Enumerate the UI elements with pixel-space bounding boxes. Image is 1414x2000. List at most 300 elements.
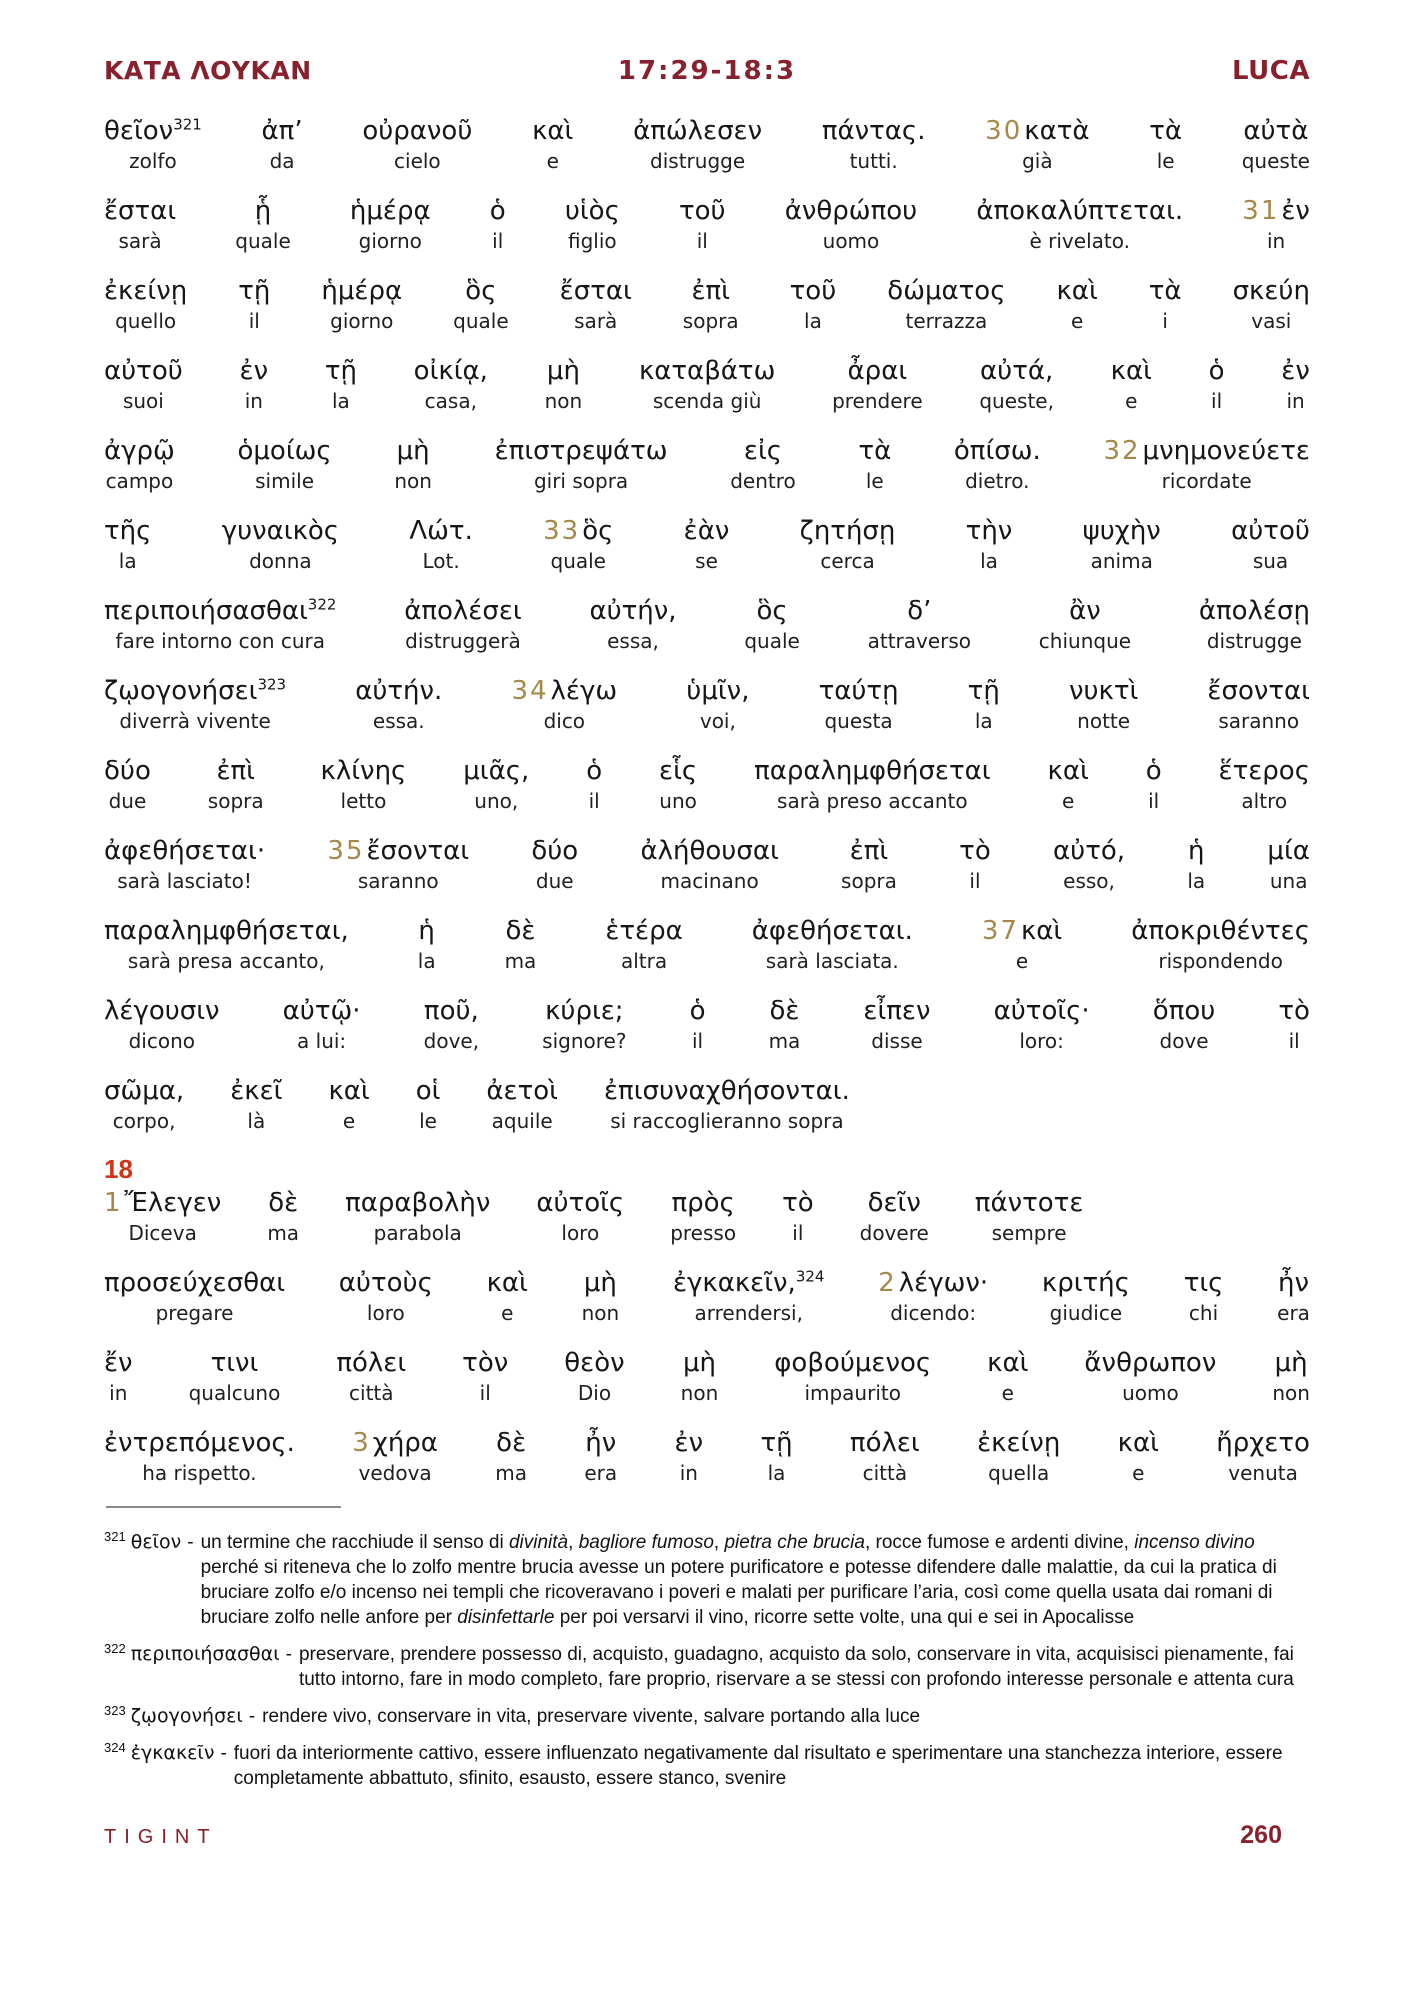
italian-gloss: in bbox=[109, 1381, 128, 1405]
italian-gloss: uomo bbox=[822, 229, 880, 253]
greek-text: ἄνθρωπον bbox=[1084, 1348, 1217, 1378]
italian-gloss: a lui: bbox=[297, 1029, 347, 1053]
italian-gloss: il bbox=[792, 1221, 804, 1245]
greek-word bbox=[564, 1346, 624, 1380]
greek-text: καὶ bbox=[1047, 756, 1089, 786]
word-unit bbox=[1209, 354, 1225, 414]
word-unit bbox=[1272, 1346, 1310, 1406]
word-unit bbox=[966, 514, 1013, 574]
word-unit bbox=[640, 834, 778, 894]
word-unit bbox=[487, 1266, 528, 1326]
greek-text: ἔσται bbox=[559, 276, 632, 306]
greek-text: παραβολὴν bbox=[345, 1188, 491, 1218]
italian-gloss: la bbox=[1187, 869, 1206, 893]
greek-word bbox=[222, 514, 339, 548]
italian-gloss: chiunque bbox=[1038, 629, 1132, 653]
word-unit bbox=[104, 1074, 184, 1134]
greek-word bbox=[104, 1186, 221, 1220]
verse-number: 2 bbox=[878, 1268, 897, 1298]
italian-gloss: essa, bbox=[607, 629, 659, 653]
italian-gloss: sua bbox=[1252, 549, 1289, 573]
italian-gloss: giorno bbox=[358, 229, 422, 253]
greek-text: ἔσται bbox=[104, 196, 177, 226]
word-unit bbox=[1184, 1266, 1224, 1326]
greek-word bbox=[887, 274, 1005, 308]
greek-text: οἰκίᾳ, bbox=[413, 356, 488, 386]
word-unit bbox=[1149, 274, 1182, 334]
footnote-text bbox=[262, 1704, 1310, 1729]
greek-text: λέγουσιν bbox=[104, 996, 220, 1026]
word-unit bbox=[104, 1266, 285, 1326]
word-unit bbox=[769, 994, 801, 1054]
italian-gloss: una bbox=[1269, 869, 1308, 893]
greek-text: ψυχὴν bbox=[1082, 516, 1161, 546]
greek-text: ὑμῖν, bbox=[686, 676, 750, 706]
greek-text: ἦν bbox=[1278, 1268, 1310, 1298]
greek-word bbox=[104, 994, 220, 1028]
word-unit bbox=[878, 1266, 988, 1326]
greek-word bbox=[754, 754, 991, 788]
greek-word bbox=[1146, 754, 1162, 788]
word-unit bbox=[409, 514, 472, 574]
footnote-text-segment: , bbox=[568, 1532, 579, 1553]
word-unit bbox=[536, 1186, 624, 1246]
greek-text: κλίνης bbox=[320, 756, 407, 786]
word-unit bbox=[1056, 274, 1097, 334]
verse-number: 30 bbox=[985, 116, 1023, 146]
greek-word bbox=[848, 354, 908, 388]
italian-gloss: dicendo: bbox=[890, 1301, 977, 1325]
greek-word bbox=[283, 994, 361, 1028]
italian-gloss: la bbox=[417, 949, 436, 973]
word-unit bbox=[1084, 1346, 1216, 1406]
greek-word bbox=[104, 114, 202, 148]
footnote bbox=[104, 1642, 1310, 1692]
greek-text: προσεύχεσθαι bbox=[104, 1268, 286, 1298]
italian-gloss: voi, bbox=[699, 709, 736, 733]
footnote-head bbox=[104, 1741, 227, 1766]
italian-gloss: il bbox=[479, 1381, 491, 1405]
greek-text: καταβάτω bbox=[638, 356, 776, 386]
footnote-separator: - bbox=[220, 1743, 227, 1764]
greek-text: δὲ bbox=[496, 1428, 527, 1458]
italian-gloss: distruggerà bbox=[405, 629, 521, 653]
italian-gloss: uno bbox=[659, 789, 697, 813]
italian-gloss: figlio bbox=[568, 229, 617, 253]
italian-gloss: dove, bbox=[423, 1029, 480, 1053]
greek-word bbox=[104, 674, 286, 708]
word-unit bbox=[982, 914, 1062, 974]
greek-text: φοβούμενος bbox=[774, 1348, 932, 1378]
greek-word bbox=[1149, 114, 1182, 148]
greek-word bbox=[511, 674, 617, 708]
greek-word bbox=[325, 354, 357, 388]
word-unit bbox=[418, 914, 436, 974]
word-unit bbox=[104, 994, 220, 1054]
word-unit bbox=[424, 994, 479, 1054]
greek-word bbox=[985, 114, 1089, 148]
italian-gloss: il bbox=[1288, 1029, 1300, 1053]
greek-text: καὶ bbox=[486, 1268, 528, 1298]
word-unit bbox=[490, 194, 506, 254]
word-unit bbox=[542, 994, 626, 1054]
greek-text: τῇ bbox=[967, 676, 1000, 706]
word-unit bbox=[532, 114, 573, 174]
greek-text: μὴ bbox=[682, 1348, 716, 1378]
italian-gloss: macinano bbox=[660, 869, 759, 893]
greek-word bbox=[536, 1186, 624, 1220]
word-unit bbox=[730, 434, 796, 494]
footnote bbox=[104, 1530, 1310, 1630]
greek-word bbox=[327, 834, 469, 868]
footnote-text bbox=[201, 1530, 1310, 1630]
italian-gloss: là bbox=[247, 1109, 266, 1133]
italian-gloss: pregare bbox=[155, 1301, 234, 1325]
greek-text: υἱὸς bbox=[564, 196, 620, 226]
greek-word bbox=[691, 274, 730, 308]
footnote-text-segment: fuori da interiormente cattivo, essere influenzato negativamente dal risultato e sperimentare una stanchezza interiore, essere completamente abbattuto, sfinito, esausto, essere stanco, svenire bbox=[233, 1743, 1283, 1789]
italian-gloss: ma bbox=[504, 949, 537, 973]
italian-gloss: anima bbox=[1090, 549, 1153, 573]
greek-text: κατὰ bbox=[1024, 116, 1090, 146]
greek-text: δ’ bbox=[907, 596, 932, 626]
italian-gloss: quale bbox=[744, 629, 800, 653]
greek-word bbox=[975, 1186, 1084, 1220]
word-unit bbox=[673, 1266, 825, 1326]
word-unit bbox=[1242, 194, 1310, 254]
greek-text: αὐτοῦ bbox=[104, 356, 183, 386]
italian-gloss: scenda giù bbox=[652, 389, 762, 413]
greek-text: ἡμέρᾳ bbox=[349, 196, 431, 226]
word-unit bbox=[189, 1346, 281, 1406]
greek-word bbox=[976, 194, 1183, 228]
interlinear-line bbox=[104, 434, 1310, 494]
italian-gloss: loro: bbox=[1019, 1029, 1064, 1053]
greek-word bbox=[673, 1266, 825, 1300]
greek-word bbox=[819, 674, 899, 708]
word-unit bbox=[1069, 674, 1138, 734]
italian-gloss: sarà presa accanto, bbox=[127, 949, 325, 973]
word-unit bbox=[104, 1346, 133, 1406]
greek-text: εἶπεν bbox=[863, 996, 931, 1026]
greek-word bbox=[238, 274, 270, 308]
footnote-separator: - bbox=[248, 1706, 256, 1727]
italian-gloss: era bbox=[1277, 1301, 1310, 1325]
greek-word bbox=[268, 1186, 298, 1220]
greek-word bbox=[1131, 914, 1310, 948]
greek-text: ζητήσῃ bbox=[799, 516, 896, 546]
greek-text: λέγων· bbox=[898, 1268, 989, 1298]
italian-gloss: e bbox=[1070, 309, 1084, 333]
footnote bbox=[104, 1704, 1310, 1729]
greek-text: καὶ bbox=[1117, 1428, 1159, 1458]
italian-gloss: saranno bbox=[1218, 709, 1300, 733]
greek-word bbox=[782, 1186, 814, 1220]
footnote-text-segment: , bbox=[713, 1532, 725, 1553]
italian-gloss: il bbox=[588, 789, 600, 813]
greek-text: ἔσονται bbox=[366, 836, 470, 866]
greek-word bbox=[321, 274, 402, 308]
word-unit bbox=[339, 1266, 433, 1326]
greek-text: ἐπισυναχθήσονται. bbox=[603, 1076, 850, 1106]
italian-gloss: zolfo bbox=[129, 149, 177, 173]
page-footer bbox=[104, 1821, 1310, 1850]
word-unit bbox=[104, 514, 151, 574]
greek-word bbox=[659, 754, 697, 788]
word-unit bbox=[1187, 834, 1205, 894]
word-unit bbox=[240, 354, 269, 414]
word-unit bbox=[283, 994, 361, 1054]
word-unit bbox=[267, 1186, 299, 1246]
word-unit bbox=[754, 754, 991, 814]
greek-text: νυκτὶ bbox=[1068, 676, 1139, 706]
greek-word bbox=[954, 434, 1041, 468]
greek-word bbox=[822, 114, 926, 148]
italian-gloss: dovere bbox=[859, 1221, 929, 1245]
footnote-text-segment: un termine che racchiude il senso di bbox=[200, 1532, 509, 1553]
greek-text: ὃς bbox=[756, 596, 788, 626]
greek-text: ἆραι bbox=[847, 356, 908, 386]
greek-text: ἀπ’ bbox=[261, 116, 303, 146]
italian-gloss: terrazza bbox=[905, 309, 988, 333]
footnote-text-segment: perché si riteneva che lo zolfo mentre brucia avesse un potere purificatore e potesse difendere dalle malattie, da cui la pratica di bruciare zolfo e/o incenso nei templi che ricoveravano i poveri e malati per purificare l’aria, così come quella usata dai romani di bruciare zolfo nelle anfore per bbox=[200, 1557, 1277, 1628]
word-unit bbox=[819, 674, 899, 734]
greek-word bbox=[465, 274, 496, 308]
greek-text: ἤρχετο bbox=[1216, 1428, 1310, 1458]
greek-word bbox=[404, 594, 521, 628]
greek-word bbox=[1048, 754, 1089, 788]
interlinear-body bbox=[104, 114, 1310, 1486]
word-unit bbox=[690, 994, 706, 1054]
greek-word bbox=[397, 434, 430, 468]
greek-text: τὴν bbox=[965, 516, 1013, 546]
italian-gloss: questa bbox=[824, 709, 893, 733]
greek-text: ἐπὶ bbox=[849, 836, 889, 866]
italian-gloss: vasi bbox=[1251, 309, 1292, 333]
italian-gloss: attraverso bbox=[867, 629, 972, 653]
greek-word bbox=[216, 754, 255, 788]
greek-word bbox=[868, 1186, 921, 1220]
greek-word bbox=[104, 594, 336, 628]
italian-gloss: quale bbox=[235, 229, 291, 253]
italian-gloss: e bbox=[1015, 949, 1029, 973]
verse-number: 37 bbox=[981, 916, 1019, 946]
greek-text: αὐτοῖς bbox=[536, 1188, 625, 1218]
italian-gloss: quella bbox=[988, 1461, 1050, 1485]
greek-word bbox=[350, 194, 431, 228]
word-unit bbox=[987, 1346, 1028, 1406]
word-unit bbox=[327, 834, 469, 894]
italian-gloss: diverrà vivente bbox=[119, 709, 271, 733]
greek-word bbox=[1083, 514, 1161, 548]
word-unit bbox=[977, 1426, 1060, 1486]
italian-gloss: sarà bbox=[574, 309, 618, 333]
greek-word bbox=[966, 514, 1013, 548]
italian-gloss: la bbox=[804, 309, 822, 333]
greek-word bbox=[104, 1266, 285, 1300]
footnote-text-segment: rendere vivo, conservare in vita, preservare vivente, salvare portando alla luce bbox=[262, 1706, 921, 1727]
greek-word bbox=[104, 1074, 184, 1108]
greek-text: ταύτῃ bbox=[818, 676, 899, 706]
word-unit bbox=[976, 194, 1183, 254]
greek-word bbox=[496, 1426, 526, 1460]
italian-gloss: cerca bbox=[820, 549, 875, 573]
greek-word bbox=[104, 914, 349, 948]
greek-word bbox=[505, 914, 535, 948]
greek-text: δύο bbox=[531, 836, 579, 866]
greek-word bbox=[336, 1346, 406, 1380]
greek-text: Ἔλεγεν bbox=[124, 1188, 222, 1218]
greek-word bbox=[633, 114, 762, 148]
greek-text: δὲ bbox=[505, 916, 536, 946]
word-unit bbox=[355, 674, 442, 734]
word-unit bbox=[104, 114, 202, 174]
greek-text: καὶ bbox=[532, 116, 574, 146]
italian-gloss: e bbox=[342, 1109, 356, 1133]
italian-gloss: le bbox=[419, 1109, 437, 1133]
italian-gloss: Lot. bbox=[422, 549, 460, 573]
word-unit bbox=[1207, 674, 1310, 734]
greek-word bbox=[418, 914, 434, 948]
footnote-emphasis: pietra che brucia bbox=[724, 1532, 865, 1553]
greek-word bbox=[640, 834, 778, 868]
greek-text: ἐν bbox=[674, 1428, 704, 1458]
word-unit bbox=[328, 1074, 369, 1134]
greek-word bbox=[328, 1074, 369, 1108]
italian-gloss: e bbox=[1125, 389, 1138, 413]
greek-word bbox=[968, 674, 1000, 708]
greek-word bbox=[104, 434, 175, 468]
greek-word bbox=[560, 274, 632, 308]
word-unit bbox=[1233, 274, 1310, 334]
word-unit bbox=[670, 1186, 736, 1246]
interlinear-line bbox=[104, 754, 1310, 814]
greek-text: τὰ bbox=[858, 436, 892, 466]
italian-gloss: in bbox=[1267, 229, 1286, 253]
word-unit bbox=[505, 914, 537, 974]
word-unit bbox=[350, 194, 431, 254]
greek-text: ἀποκαλύπτεται. bbox=[976, 196, 1184, 226]
italian-gloss: giudice bbox=[1049, 1301, 1123, 1325]
greek-text: καὶ bbox=[1020, 916, 1063, 946]
interlinear-line bbox=[104, 1186, 1310, 1246]
italian-gloss: e bbox=[1001, 1381, 1014, 1405]
greek-text: αὐτὰ bbox=[1243, 116, 1309, 146]
italian-gloss: in bbox=[244, 389, 263, 413]
greek-word bbox=[495, 434, 668, 468]
greek-word bbox=[785, 194, 917, 228]
italian-gloss: rispondendo bbox=[1158, 949, 1283, 973]
greek-word bbox=[1209, 354, 1225, 388]
greek-text: ἀπολέσει bbox=[404, 596, 522, 626]
footer-page-number: 260 bbox=[1240, 1821, 1282, 1849]
interlinear-line bbox=[104, 194, 1310, 254]
header-book-greek: ΚΑΤΑ ΛΟΥΚΑΝ bbox=[104, 56, 312, 85]
greek-word bbox=[744, 434, 782, 468]
word-unit bbox=[463, 754, 529, 814]
greek-word bbox=[104, 354, 183, 388]
greek-text: θεὸν bbox=[564, 1348, 625, 1378]
greek-word bbox=[547, 354, 580, 388]
word-unit bbox=[744, 594, 800, 654]
footnotes-section bbox=[104, 1530, 1310, 1791]
greek-text: ἑτέρα bbox=[605, 916, 683, 946]
greek-text: δὲ bbox=[769, 996, 800, 1026]
italian-gloss: ricordate bbox=[1161, 469, 1252, 493]
greek-text: οἱ bbox=[415, 1076, 441, 1106]
greek-text: ἀετοὶ bbox=[486, 1076, 558, 1106]
footnote-emphasis: bagliore fumoso bbox=[578, 1532, 714, 1553]
greek-word bbox=[255, 194, 271, 228]
greek-text: ἐν bbox=[1281, 196, 1310, 226]
italian-gloss: il bbox=[969, 869, 981, 893]
word-unit bbox=[790, 274, 837, 334]
greek-word bbox=[104, 1346, 133, 1380]
greek-text: δύο bbox=[104, 756, 151, 786]
footnote-divider bbox=[106, 1506, 341, 1508]
greek-word bbox=[1278, 1266, 1309, 1300]
greek-word bbox=[409, 514, 472, 548]
interlinear-line bbox=[104, 1266, 1310, 1326]
italian-gloss: non bbox=[581, 1301, 620, 1325]
word-unit bbox=[1039, 594, 1131, 654]
greek-word bbox=[604, 1074, 850, 1108]
word-unit bbox=[633, 114, 762, 174]
italian-gloss: il bbox=[248, 309, 260, 333]
word-unit bbox=[235, 194, 291, 254]
greek-word bbox=[1149, 274, 1182, 308]
italian-gloss: non bbox=[544, 389, 583, 413]
word-unit bbox=[1216, 1426, 1310, 1486]
greek-word bbox=[490, 194, 506, 228]
greek-word bbox=[690, 994, 706, 1028]
greek-text: ἀνθρώπου bbox=[784, 196, 918, 226]
greek-word bbox=[760, 1426, 792, 1460]
greek-text: ὁ bbox=[489, 196, 506, 226]
italian-gloss: i bbox=[1162, 309, 1168, 333]
greek-word bbox=[462, 1346, 508, 1380]
italian-gloss: quale bbox=[453, 309, 509, 333]
word-unit bbox=[394, 434, 432, 494]
greek-text: θεῖον bbox=[104, 116, 174, 146]
italian-gloss: la bbox=[980, 549, 998, 573]
italian-gloss: uomo bbox=[1122, 1381, 1179, 1405]
italian-gloss: campo bbox=[105, 469, 174, 493]
greek-text: ἐπὶ bbox=[216, 756, 255, 786]
word-unit bbox=[752, 914, 913, 974]
italian-gloss: aquile bbox=[491, 1109, 553, 1133]
word-unit bbox=[1278, 994, 1310, 1054]
italian-gloss: non bbox=[1272, 1381, 1310, 1405]
greek-word bbox=[1042, 1266, 1130, 1300]
word-unit bbox=[681, 1346, 719, 1406]
italian-gloss: le bbox=[865, 469, 884, 493]
verse-number: 34 bbox=[511, 676, 549, 706]
interlinear-line bbox=[104, 114, 1310, 174]
italian-gloss: disse bbox=[871, 1029, 923, 1053]
greek-text: μὴ bbox=[1274, 1348, 1308, 1378]
italian-gloss: fare intorno con cura bbox=[115, 629, 326, 653]
word-unit bbox=[104, 1186, 221, 1246]
greek-text: ἡμέρᾳ bbox=[321, 276, 403, 306]
greek-word bbox=[1069, 674, 1138, 708]
italian-gloss: essa. bbox=[372, 709, 425, 733]
greek-word bbox=[416, 1074, 441, 1108]
word-unit bbox=[511, 674, 617, 734]
italian-gloss: il bbox=[691, 1029, 704, 1053]
word-unit bbox=[1131, 914, 1310, 974]
greek-text: πάντας. bbox=[821, 116, 926, 146]
